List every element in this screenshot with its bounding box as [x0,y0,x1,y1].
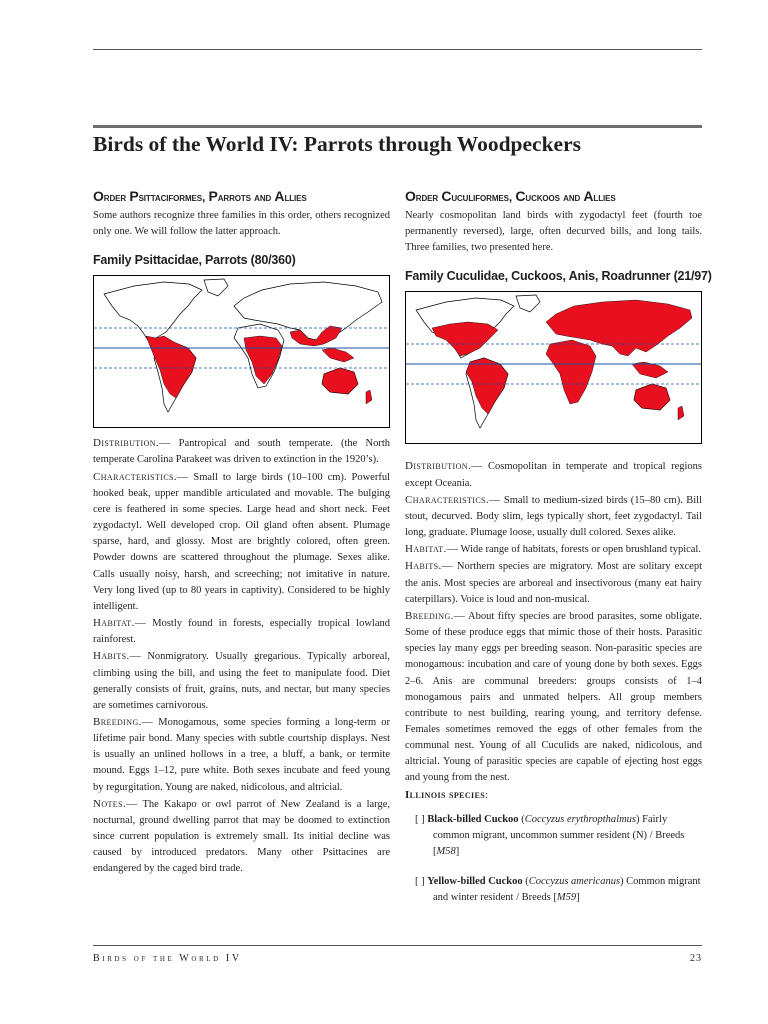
cuckoo-range-newzealand [678,406,684,420]
habits-label: Habits.— [93,650,142,663]
habitat-paragraph: Habitat.— Wide range of habitats, forests or open brushland typical. [405,543,701,556]
notes-paragraph: Notes.— The Kakapo or owl parrot of New Zealand is a large, nocturnal, ground dwelling parrot that may be doomed to extinction since current population is extremely small. Its initial decline was caused by introduced predators. Many other Psittacines are endangered by the caged bird trade. [93,797,390,875]
species-name: Black-billed Cuckoo [427,813,519,825]
top-rule [93,49,702,50]
greenland-land [204,279,228,296]
habits-paragraph: Habits.— Northern species are migratory. Most are solitary except the anis. Most species are arboreal and insectivorous (many eat hairy caterpillars). Voice is loud and non-musical. [405,560,702,605]
range-map-cuckoos [405,291,702,444]
illinois-species-label: Illinois species [405,788,486,801]
habitat-paragraph: Habitat.— Mostly found in forests, especially tropical lowland rainforest. [93,617,390,646]
greenland-land [516,295,540,312]
distribution-label: Distribution.— [93,437,171,450]
running-footer: Birds of the World IV [93,953,242,964]
cuckoo-range-north-america [432,322,498,356]
habitat-label: Habitat.— [405,543,459,556]
page-title: Birds of the World IV: Parrots through Woodpeckers [93,132,581,156]
parrot-range-americas [146,336,196,398]
habits-label: Habits.— [405,560,454,573]
parrot-range-newzealand [366,390,372,404]
family-heading-psittacidae: Family Psittacidae, Parrots (80/360) [93,253,296,268]
notes-label: Notes.— [93,797,138,810]
right-column [405,188,712,907]
species-scientific-name: Coccyzus americanus [528,876,621,888]
breeding-paragraph: Breeding.— About fifty species are brood parasites, some obligate. Some of these produce eggs that mimic those of their hosts. Parasitic species lay many eggs per breeding season. Non-parasitic species are monogamous: incubation and care of young done by both sexes. Eggs 2–6. Anis are communal breeders: groups consists of 1–4 monogamous pairs and unmated helpers. All group members contribute to nest building, rearing young, and territory defense. Females sometimes removed the eggs of other females from the communal nest. Young of all Cuculids are naked, nidicolous, and altricial. Young of parasitic species are capable of ejecting host eggs and young from the nest. [405,609,702,784]
north-america-land [104,282,202,342]
world-map-svg [406,292,701,443]
characteristics-paragraph: Characteristics.— Small to large birds (10–100 cm). Powerful hooked beak, upper mandible articulated and movable. The bulging cere is feathered in some species. Large head and short neck. Feet zygodactyl. Well developed crop. Oil gland often absent. Plumage sparse, hard, and glossy. Most are brightly colored, often green. Powder downs are scattered throughout the plumage. Sexes alike. Calls usually noisy, harsh, and screeching; not imitative in nature. Very long lived (up to 80 years in captivity). Considered to be highly intelligent. [93,470,390,612]
species-item-black-billed-cuckoo: [ ] Black-billed Cuckoo (Coccyzus erythropthalmus) Fairly common migrant, uncommon summer resident (N) / Breeds [M58] [415,813,685,858]
map-reference: M58 [436,846,456,858]
breeding-label: Breeding.— [405,609,466,622]
map-reference: M59 [556,892,577,904]
world-map-svg [94,276,389,427]
species-scientific-name: Coccyzus erythropthalmus [524,813,636,825]
characteristics-label: Characteristics.— [93,470,189,483]
left-column [93,188,390,878]
cuckoo-range-australia [634,384,670,410]
footer-rule [93,945,702,946]
order-heading-psittaciformes: Order Psittaciformes, Parrots and Allies [93,188,307,204]
order-intro: Nearly cosmopolitan land birds with zygodactyl feet (fourth toe permanently reversed), large, often decurved bills, and long tails. Three families, two presented here. [405,210,702,254]
species-name: Yellow-billed Cuckoo [427,876,523,888]
cuckoo-range-africa [546,340,596,404]
habits-paragraph: Habits.— Nonmigratory. Usually gregarious. Typically arboreal, climbing using the bill, and using the feet to manipulate food. Diet generally consists of fruit, grains, nuts, and nectar, but many species are sometimes carnivorous. [93,650,390,711]
page-number: 23 [690,953,702,964]
order-intro: Some authors recognize three families in this order, others recognized only one. We will follow the latter approach. [93,210,390,238]
parrot-range-australia [322,368,358,394]
checkbox[interactable]: [ ] [415,876,425,888]
habitat-label: Habitat.— [93,617,147,630]
distribution-paragraph: Distribution.— Pantropical and south temperate. (the North temperate Carolina Parakeet was driven to extinction in the 1920’s). [93,437,390,466]
range-map-parrots [93,275,390,428]
title-rule [93,125,702,128]
characteristics-paragraph: Characteristics.— Small to medium-sized birds (15–80 cm). Bill stout, decurved. Body slim, legs typically short, feet zygodactyl. Tail long, graduate. Plumage loose, usually dull colored. Sexes alike. [405,493,702,539]
distribution-paragraph: Distribution.— Cosmopolitan in temperate and tropical regions except Oceania. [405,460,702,489]
breeding-label: Breeding.— [93,715,154,728]
family-heading-cuculidae: Family Cuculidae, Cuckoos, Anis, Roadrunner (21/97) [405,269,712,284]
breeding-paragraph: Breeding.— Monogamous, some species forming a long-term or lifetime pair bond. Many species with subtle courtship displays. Nest is usually an unlined hollows in a tree, a bluff, a bank, or termite mound. Eggs 1–12, pure white. Both sexes incubate and feed young by regurgitation. Young are naked, nidicolous, and altricial. [93,715,390,793]
distribution-label: Distribution.— [405,460,483,473]
illinois-species-heading: Illinois species: [405,788,489,801]
parrot-range-indonesia [322,348,354,362]
order-heading-cuculiformes: Order Cuculiformes, Cuckoos and Allies [405,188,616,204]
characteristics-label: Characteristics.— [405,493,501,506]
species-item-yellow-billed-cuckoo: [ ] Yellow-billed Cuckoo (Coccyzus americanus) Common migrant and winter resident / Breeds [M59] [415,876,701,904]
checkbox[interactable]: [ ] [415,813,425,825]
